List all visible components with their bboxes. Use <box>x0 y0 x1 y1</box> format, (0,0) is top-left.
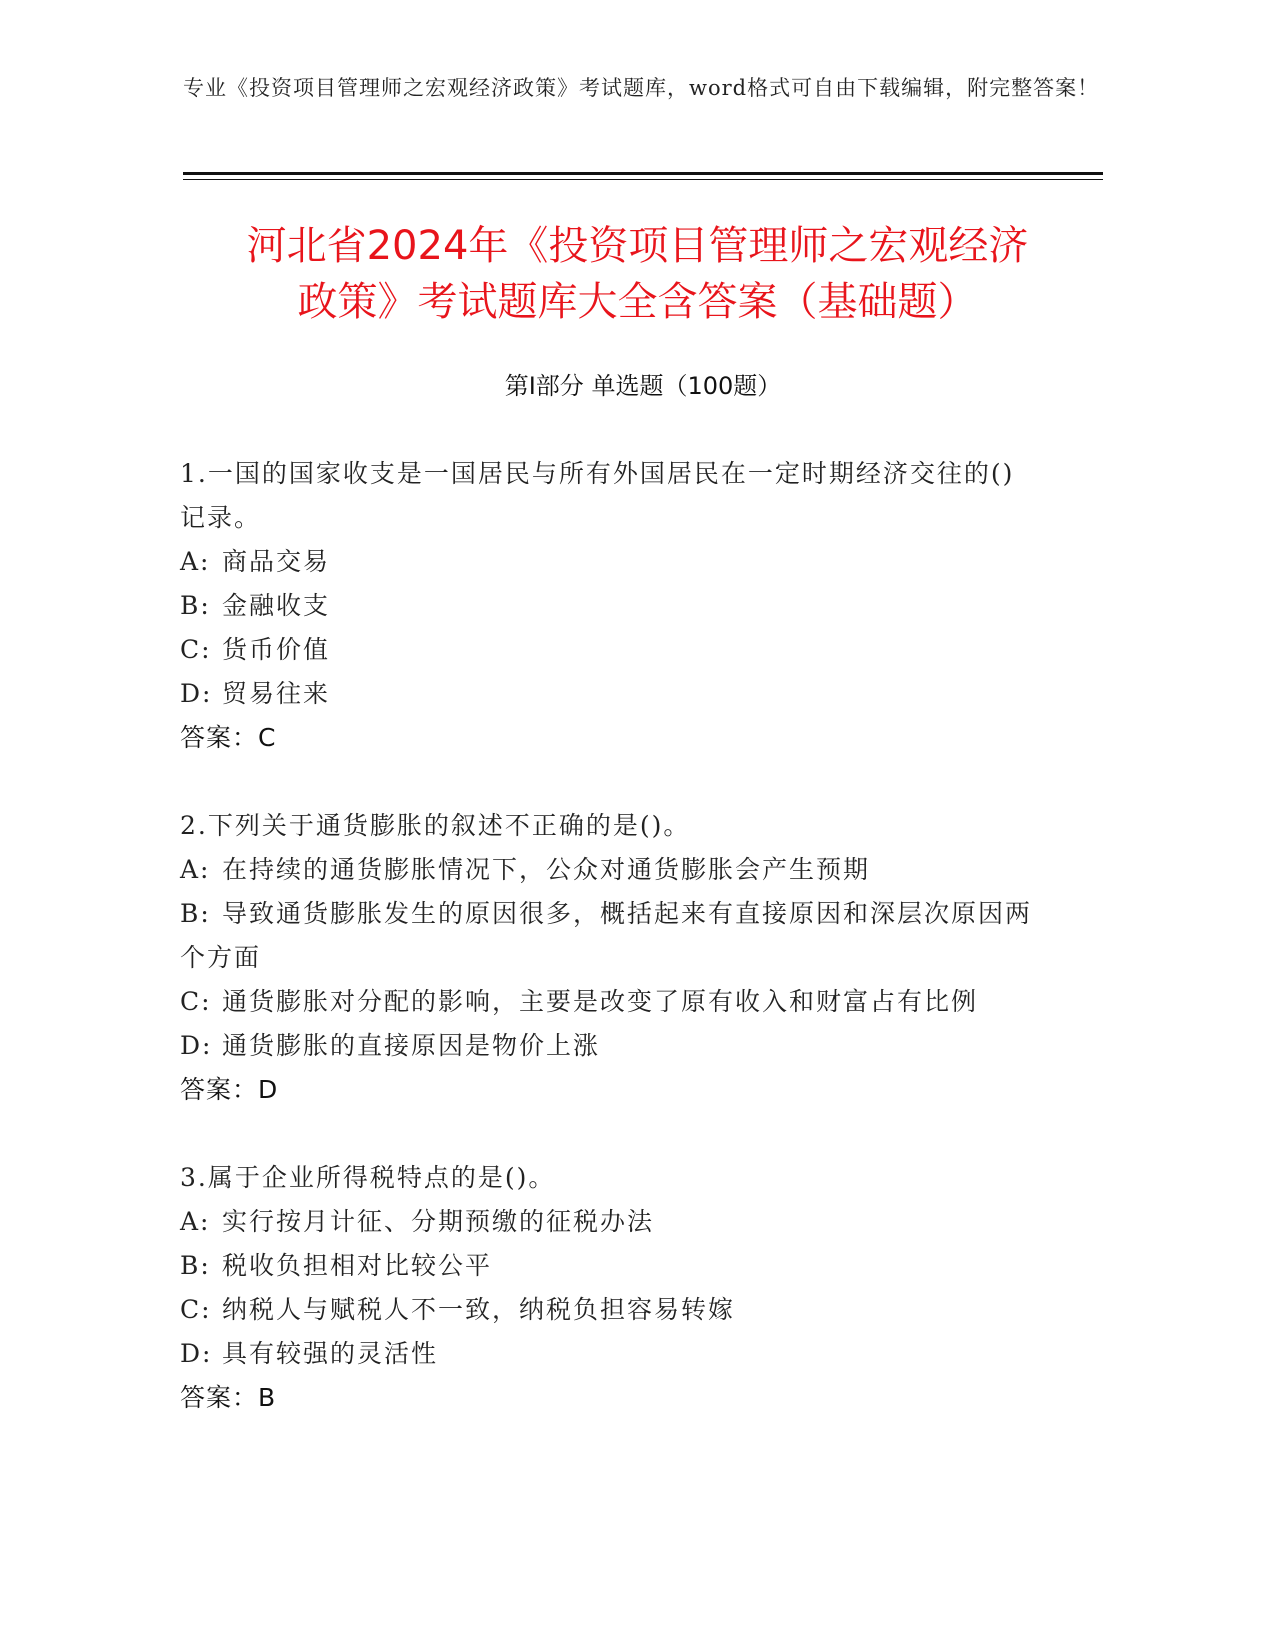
header-note: 专业《投资项目管理师之宏观经济政策》考试题库，word格式可自由下载编辑，附完整答案！ <box>183 76 1100 100</box>
option-text: 货币价值 <box>222 635 331 664</box>
option-d <box>180 1024 1040 1068</box>
option-b <box>180 1244 1040 1288</box>
option-key: B: <box>180 591 211 620</box>
option-text: 在持续的通货膨胀情况下，公众对通货膨胀会产生预期 <box>222 855 871 884</box>
answer-line: 答案：D <box>180 1075 279 1104</box>
option-c <box>180 1288 1040 1332</box>
document-title-line-2: 政策》考试题库大全含答案（基础题） <box>297 279 978 325</box>
option-text: 税收负担相对比较公平 <box>222 1251 493 1280</box>
question-3 <box>180 1156 1040 1420</box>
option-b <box>180 892 1040 980</box>
option-key: B: <box>180 899 211 928</box>
option-c <box>180 628 1040 672</box>
answer-line: 答案：C <box>180 723 277 752</box>
option-text: 通货膨胀对分配的影响，主要是改变了原有收入和财富占有比例 <box>222 987 979 1016</box>
option-key: D: <box>180 679 213 708</box>
option-text: 金融收支 <box>222 591 331 620</box>
option-key: A: <box>180 547 211 576</box>
question-stem: 3.属于企业所得税特点的是()。 <box>180 1163 556 1192</box>
option-text: 商品交易 <box>222 547 331 576</box>
section-title: 第Ⅰ部分 单选题（100题） <box>504 372 782 400</box>
option-a <box>180 1200 1040 1244</box>
header-rule-thick <box>183 172 1103 175</box>
document-title <box>150 218 1125 330</box>
option-text: 贸易往来 <box>222 679 331 708</box>
option-key: C: <box>180 987 212 1016</box>
question-1 <box>180 452 1040 760</box>
option-text: 纳税人与赋税人不一致，纳税负担容易转嫁 <box>222 1295 736 1324</box>
option-key: C: <box>180 1295 212 1324</box>
option-text: 通货膨胀的直接原因是物价上涨 <box>222 1031 601 1060</box>
option-key: A: <box>180 855 211 884</box>
option-text: 实行按月计征、分期预缴的征税办法 <box>222 1207 655 1236</box>
option-d <box>180 672 1040 716</box>
header-rule-thin <box>183 179 1103 180</box>
option-b <box>180 584 1040 628</box>
option-d <box>180 1332 1040 1376</box>
option-key: D: <box>180 1031 213 1060</box>
option-text: 具有较强的灵活性 <box>222 1339 439 1368</box>
option-key: A: <box>180 1207 211 1236</box>
option-key: B: <box>180 1251 211 1280</box>
question-2 <box>180 804 1040 1112</box>
option-a <box>180 848 1040 892</box>
option-a <box>180 540 1040 584</box>
option-text: 导致通货膨胀发生的原因很多，概括起来有直接原因和深层次原因两个方面 <box>180 899 1033 972</box>
question-list <box>180 452 1040 1464</box>
option-c <box>180 980 1040 1024</box>
answer-line: 答案：B <box>180 1383 277 1412</box>
option-key: D: <box>180 1339 213 1368</box>
option-key: C: <box>180 635 212 664</box>
document-title-line-1: 河北省2024年《投资项目管理师之宏观经济 <box>246 223 1029 269</box>
question-stem: 1.一国的国家收支是一国居民与所有外国居民在一定时期经济交往的()记录。 <box>180 459 1015 532</box>
question-stem: 2.下列关于通货膨胀的叙述不正确的是()。 <box>180 811 691 840</box>
